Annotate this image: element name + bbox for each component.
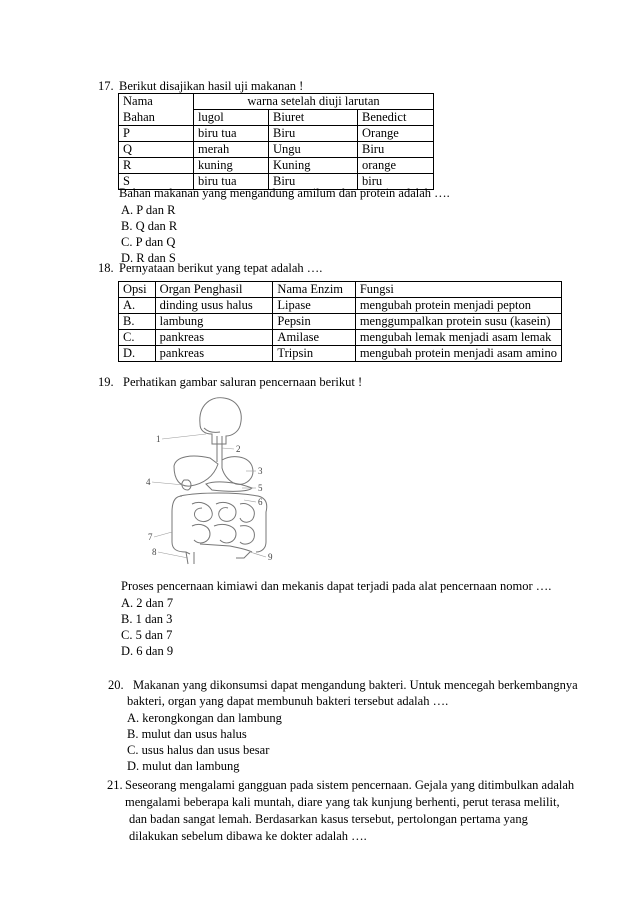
diagram-label-8: 8 — [152, 547, 157, 557]
table-cell: mengubah lemak menjadi asam lemak — [355, 330, 561, 346]
table-row — [119, 158, 434, 174]
q17-question: Berikut disajikan hasil uji makanan ! — [119, 79, 304, 93]
table-cell: Lipase — [273, 298, 355, 314]
table-cell: Pepsin — [273, 314, 355, 330]
q17-option-d[interactable]: D. R dan S — [121, 251, 176, 265]
q18-number: 18. — [98, 261, 114, 275]
diagram-label-4: 4 — [146, 477, 151, 487]
q17-header-name-line2: Bahan — [119, 110, 194, 126]
q21-line3: dan badan sangat lemah. Berdasarkan kasus tersebut, pertolongan pertama yang — [129, 812, 528, 826]
q17-option-b[interactable]: B. Q dan R — [121, 219, 178, 233]
q19-option-b[interactable]: B. 1 dan 3 — [121, 612, 173, 626]
table-cell: pankreas — [155, 330, 273, 346]
table-cell: Amilase — [273, 330, 355, 346]
table-cell: lambung — [155, 314, 273, 330]
diagram-label-9: 9 — [268, 552, 273, 562]
table-row — [119, 298, 562, 314]
table-row — [119, 346, 562, 362]
q17-option-a[interactable]: A. P dan R — [121, 203, 176, 217]
q20-option-d[interactable]: D. mulut dan lambung — [127, 759, 240, 773]
table-header-cell: Opsi — [119, 282, 156, 298]
q19-option-a[interactable]: A. 2 dan 7 — [121, 596, 174, 610]
table-header-cell: Organ Penghasil — [155, 282, 273, 298]
q17-option-c[interactable]: C. P dan Q — [121, 235, 176, 249]
digestive-system-illustration — [140, 392, 300, 567]
table-cell: B. — [119, 314, 156, 330]
q17-header-group: warna setelah diuji larutan — [194, 94, 434, 110]
q19-prompt: Proses pencernaan kimiawi dan mekanis dapat terjadi pada alat pencernaan nomor …. — [121, 579, 552, 593]
q20-line1: Makanan yang dikonsumsi dapat mengandung bakteri. Untuk mencegah berkembangnya — [133, 678, 578, 692]
table-cell: Ungu — [269, 142, 358, 158]
q21-line2: mengalami beberapa kali muntah, diare yang tak kunjung berhenti, perut terasa melilit, — [125, 795, 560, 809]
q18-table — [118, 281, 562, 362]
table-cell: mengubah protein menjadi pepton — [355, 298, 561, 314]
q21-line1: Seseorang mengalami gangguan pada sistem pencernaan. Gejala yang ditimbulkan adalah — [125, 778, 575, 792]
table-header-cell: Nama Enzim — [273, 282, 355, 298]
digestive-system-diagram — [140, 392, 300, 567]
table-cell: Orange — [358, 126, 434, 142]
table-cell: biru tua — [194, 174, 269, 190]
q20-option-b[interactable]: B. mulut dan usus halus — [127, 727, 247, 741]
table-cell: pankreas — [155, 346, 273, 362]
table-cell: D. — [119, 346, 156, 362]
q20-option-a[interactable]: A. kerongkongan dan lambung — [127, 711, 282, 725]
q18-question: Pernyataan berikut yang tepat adalah …. — [119, 261, 323, 275]
table-cell: merah — [194, 142, 269, 158]
q21-number: 21. — [107, 778, 123, 792]
table-cell: biru tua — [194, 126, 269, 142]
table-cell: S — [119, 174, 194, 190]
table-header-cell: Fungsi — [355, 282, 561, 298]
table-row — [119, 330, 562, 346]
table-cell: Q — [119, 142, 194, 158]
table-cell: biru — [358, 174, 434, 190]
table-cell: Biru — [269, 126, 358, 142]
diagram-label-1: 1 — [156, 434, 161, 444]
diagram-label-3: 3 — [258, 466, 263, 476]
q17-prompt: Bahan makanan yang mengandung amilum dan protein adalah …. — [119, 186, 450, 200]
table-row — [119, 314, 562, 330]
table-cell: menggumpalkan protein susu (kasein) — [355, 314, 561, 330]
q17-header-benedict: Benedict — [358, 110, 434, 126]
table-cell: Biru — [269, 174, 358, 190]
diagram-label-5: 5 — [258, 483, 263, 493]
q17-header-lugol: lugol — [194, 110, 269, 126]
diagram-label-2: 2 — [236, 444, 241, 454]
table-cell: orange — [358, 158, 434, 174]
table-header-row — [119, 282, 562, 298]
table-cell: kuning — [194, 158, 269, 174]
q19-option-d[interactable]: D. 6 dan 9 — [121, 644, 174, 658]
q19-question: Perhatikan gambar saluran pencernaan berikut ! — [123, 375, 363, 389]
table-row — [119, 126, 434, 142]
q20-line2: bakteri, organ yang dapat membunuh bakteri tersebut adalah …. — [127, 694, 449, 708]
table-cell: Kuning — [269, 158, 358, 174]
q19-option-c[interactable]: C. 5 dan 7 — [121, 628, 173, 642]
diagram-label-7: 7 — [148, 532, 153, 542]
table-cell: Tripsin — [273, 346, 355, 362]
table-cell: dinding usus halus — [155, 298, 273, 314]
table-cell: Biru — [358, 142, 434, 158]
table-cell: P — [119, 126, 194, 142]
q20-number: 20. — [108, 678, 124, 692]
q17-number: 17. — [98, 79, 114, 93]
q17-header-biuret: Biuret — [269, 110, 358, 126]
table-row — [119, 142, 434, 158]
table-cell: R — [119, 158, 194, 174]
diagram-label-6: 6 — [258, 497, 263, 507]
q21-line4: dilakukan sebelum dibawa ke dokter adalah …. — [129, 829, 367, 843]
q20-option-c[interactable]: C. usus halus dan usus besar — [127, 743, 270, 757]
q19-number: 19. — [98, 375, 114, 389]
q17-table — [118, 93, 434, 190]
table-cell: mengubah protein menjadi asam amino — [355, 346, 561, 362]
table-cell: C. — [119, 330, 156, 346]
q17-header-name-line1: Nama — [119, 94, 194, 110]
table-cell: A. — [119, 298, 156, 314]
